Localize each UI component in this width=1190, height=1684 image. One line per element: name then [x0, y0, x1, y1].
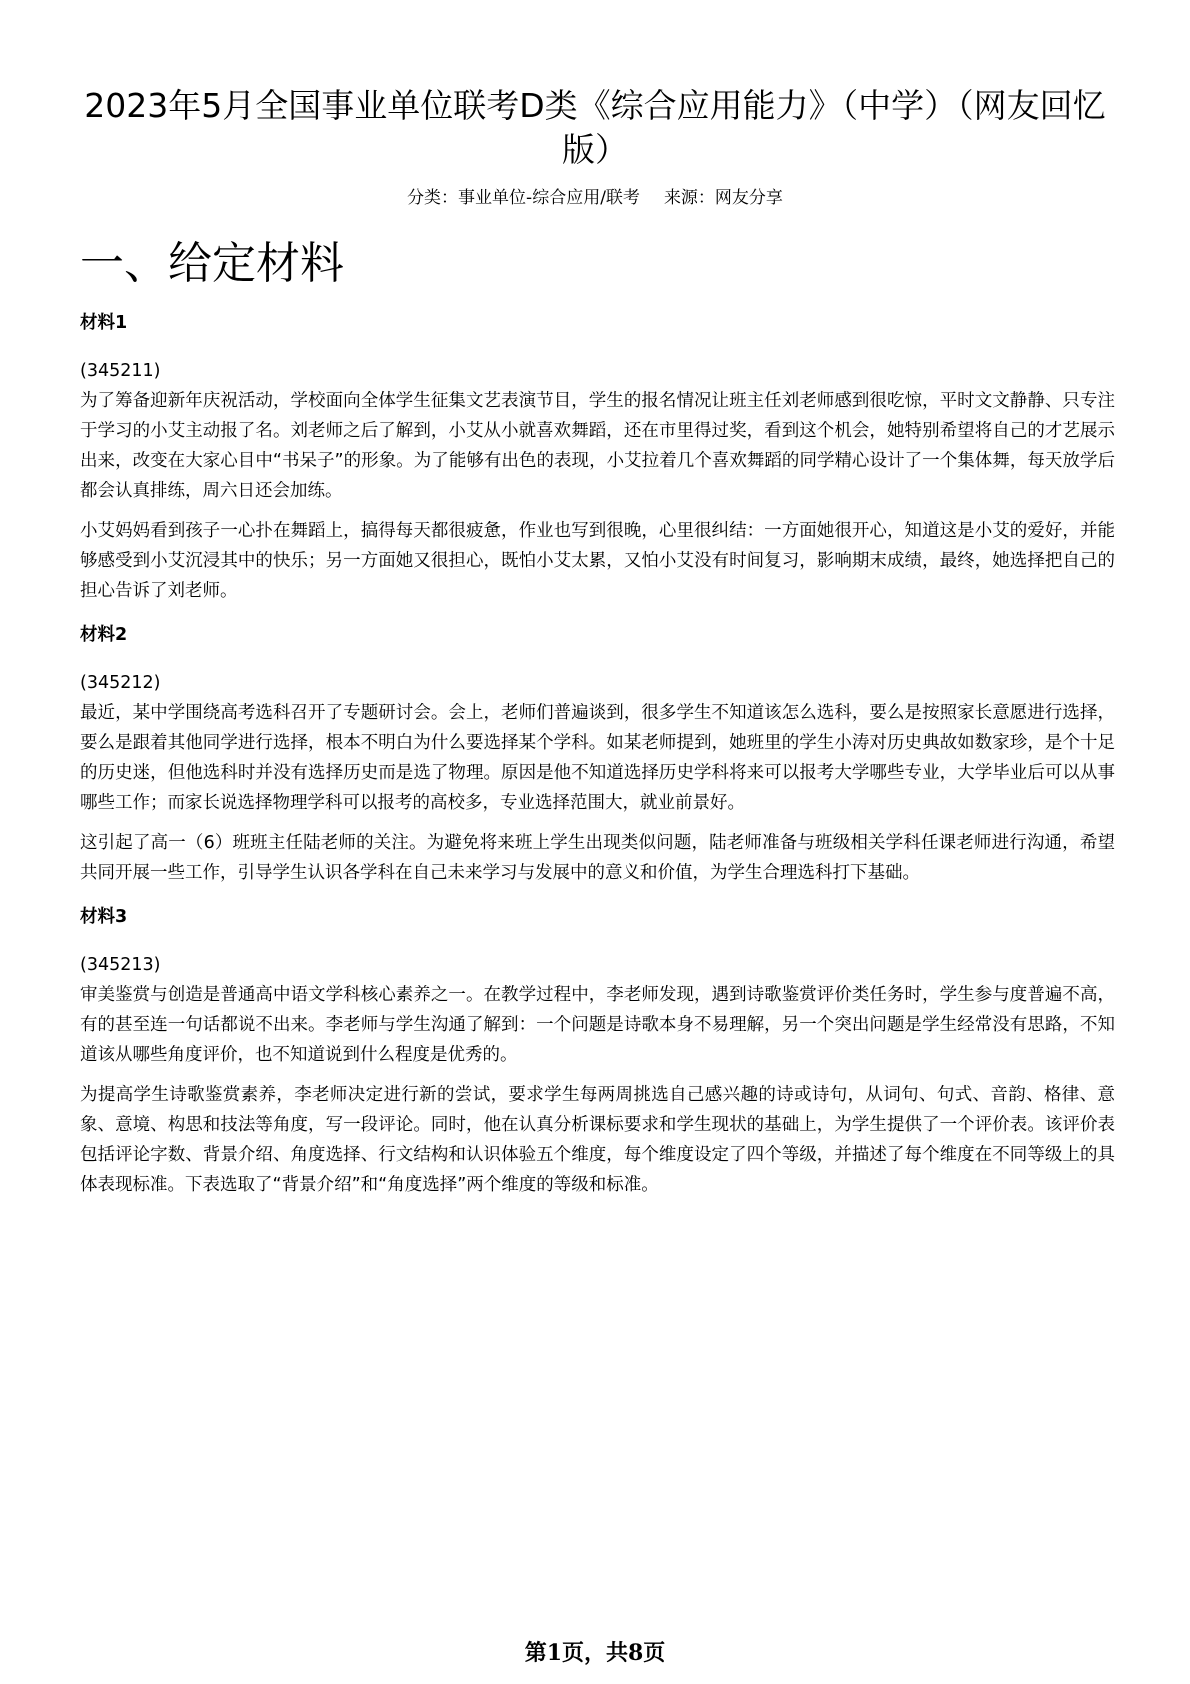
material-title: 材料2 — [80, 625, 128, 645]
document-title: 2023年5月全国事业单位联考D类《综合应用能力》（中学）（网友回忆版） — [84, 86, 1106, 169]
materials-content — [80, 308, 1115, 1214]
source-label: 来源：网友分享 — [663, 188, 783, 208]
material-title: 材料1 — [80, 313, 128, 333]
material-block-3 — [80, 902, 1115, 1200]
material-paragraph: 最近，某中学围绕高考选科召开了专题研讨会。会上，老师们普遍谈到，很多学生不知道该怎么选科，要么是按照家长意愿进行选择，要么是跟着其他同学进行选择，根本不明白为什么要选择某个学科。如某老师提到，她班里的学生小涛对历史典故如数家珍，是个十足的历史迷，但他选科时并没有选择历史而是选了物理。原因是他不知道选择历史学科将来可以报考大学哪些专业，大学毕业后可以从事哪些工作；而家长说选择物理学科可以报考的高校多，专业选择范围大，就业前景好。 — [80, 703, 1115, 813]
material-title: 材料3 — [80, 907, 128, 927]
section-heading: 一、给定材料 — [80, 238, 344, 289]
material-code: (345212) — [80, 673, 161, 693]
document-meta — [80, 186, 1110, 210]
category-label: 分类：事业单位-综合应用/联考 — [407, 188, 640, 208]
material-block-1 — [80, 308, 1115, 606]
material-code: (345211) — [80, 361, 161, 381]
material-paragraph: 审美鉴赏与创造是普通高中语文学科核心素养之一。在教学过程中，李老师发现，遇到诗歌鉴赏评价类任务时，学生参与度普遍不高，有的甚至连一句话都说不出来。李老师与学生沟通了解到：一个问题是诗歌本身不易理解，另一个突出问题是学生经常没有思路，不知道该从哪些角度评价，也不知道说到什么程度是优秀的。 — [80, 985, 1115, 1065]
page-number: 第1页，共8页 — [524, 1640, 666, 1666]
material-paragraph: 为了筹备迎新年庆祝活动，学校面向全体学生征集文艺表演节目，学生的报名情况让班主任刘老师感到很吃惊，平时文文静静、只专注于学习的小艾主动报了名。刘老师之后了解到，小艾从小就喜欢舞蹈，还在市里得过奖，看到这个机会，她特别希望将自己的才艺展示出来，改变在大家心目中“书呆子”的形象。为了能够有出色的表现，小艾拉着几个喜欢舞蹈的同学精心设计了一个集体舞，每天放学后都会认真排练，周六日还会加练。 — [80, 391, 1115, 501]
material-code: (345213) — [80, 955, 161, 975]
material-paragraph: 小艾妈妈看到孩子一心扑在舞蹈上，搞得每天都很疲惫，作业也写到很晚，心里很纠结：一方面她很开心，知道这是小艾的爱好，并能够感受到小艾沉浸其中的快乐；另一方面她又很担心，既怕小艾太累，又怕小艾没有时间复习，影响期末成绩，最终，她选择把自己的担心告诉了刘老师。 — [80, 521, 1115, 601]
material-paragraph: 为提高学生诗歌鉴赏素养，李老师决定进行新的尝试，要求学生每两周挑选自己感兴趣的诗或诗句，从词句、句式、音韵、格律、意象、意境、构思和技法等角度，写一段评论。同时，他在认真分析课标要求和学生现状的基础上，为学生提供了一个评价表。该评价表包括评论字数、背景介绍、角度选择、行文结构和认识体验五个维度，每个维度设定了四个等级，并描述了每个维度在不同等级上的具体表现标准。下表选取了“背景介绍”和“角度选择”两个维度的等级和标准。 — [80, 1085, 1115, 1195]
material-block-2 — [80, 620, 1115, 888]
material-paragraph: 这引起了高一（6）班班主任陆老师的关注。为避免将来班上学生出现类似问题，陆老师准备与班级相关学科任课老师进行沟通，希望共同开展一些工作，引导学生认识各学科在自己未来学习与发展中的意义和价值，为学生合理选科打下基础。 — [80, 833, 1115, 883]
